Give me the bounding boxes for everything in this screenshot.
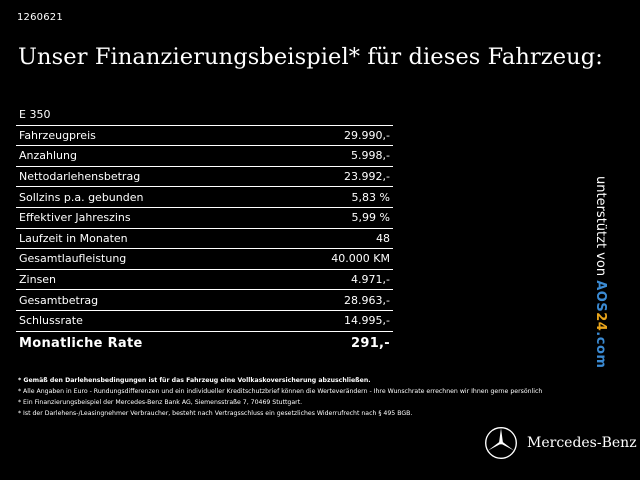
row-label: Laufzeit in Monaten [19, 231, 128, 245]
aos24-logo: AOS24.com [593, 280, 608, 369]
financing-table [16, 105, 393, 356]
row-label: Gesamtbetrag [19, 293, 99, 307]
footnote: * Ist der Darlehens-/Leasingnehmer Verbraucher, besteht nach Vertragsschluss ein gesetzliches Widerrufrecht nach § 495 BGB. [18, 410, 413, 417]
model-row [16, 105, 393, 126]
aos24-badge [593, 176, 608, 368]
mercedes-star-icon [484, 426, 518, 460]
row-label: Gesamtlaufleistung [19, 252, 127, 266]
total-value: 291,- [351, 336, 390, 352]
footnote: * Ein Finanzierungsbeispiel der Mercedes-Benz Bank AG, Siemensstraße 7, 70469 Stuttgart. [18, 399, 303, 406]
table-row [16, 249, 393, 270]
monthly-rate-row [16, 332, 393, 356]
row-value: 14.995,- [344, 314, 390, 328]
row-value: 5,99 % [351, 211, 390, 225]
table-row [16, 208, 393, 229]
ref-id: 1260621 [17, 12, 63, 23]
table-row [16, 229, 393, 250]
table-row [16, 311, 393, 332]
footnotes [18, 375, 618, 419]
brand-name: Mercedes-Benz [527, 435, 637, 451]
table-row [16, 167, 393, 188]
mercedes-logo [484, 425, 637, 461]
table-row [16, 187, 393, 208]
table-row [16, 270, 393, 291]
footnote: * Gemäß den Darlehensbedingungen ist für das Fahrzeug eine Vollkaskoversicherung abzuschließen. [18, 377, 371, 384]
row-label: Fahrzeugpreis [19, 128, 96, 142]
row-value: 29.990,- [344, 128, 390, 142]
row-value: 5,83 % [351, 190, 390, 204]
row-label: Zinsen [19, 273, 57, 287]
model-label: E 350 [19, 108, 51, 122]
row-value: 4.971,- [351, 273, 390, 287]
row-value: 48 [376, 231, 390, 245]
row-value: 5.998,- [351, 149, 390, 163]
row-value: 23.992,- [344, 170, 390, 184]
table-row [16, 290, 393, 311]
row-label: Anzahlung [19, 149, 77, 163]
total-label: Monatliche Rate [19, 336, 143, 352]
supported-by-label: unterstützt von [593, 176, 608, 277]
page-title: Unser Finanzierungsbeispiel* für dieses Fahrzeug: [18, 44, 603, 70]
table-row [16, 126, 393, 147]
row-value: 28.963,- [344, 293, 390, 307]
row-value: 40.000 KM [331, 252, 390, 266]
row-label: Nettodarlehensbetrag [19, 170, 141, 184]
row-label: Effektiver Jahreszins [19, 211, 131, 225]
row-label: Sollzins p.a. gebunden [19, 190, 144, 204]
row-label: Schlussrate [19, 314, 83, 328]
table-row [16, 146, 393, 167]
footnote: * Alle Angaben in Euro - Rundungsdifferenzen und ein individueller Kreditschutzbrief können die Werteverändern - Ihre Wunschrate errechnen wir Ihnen gerne persönlich [18, 388, 543, 395]
